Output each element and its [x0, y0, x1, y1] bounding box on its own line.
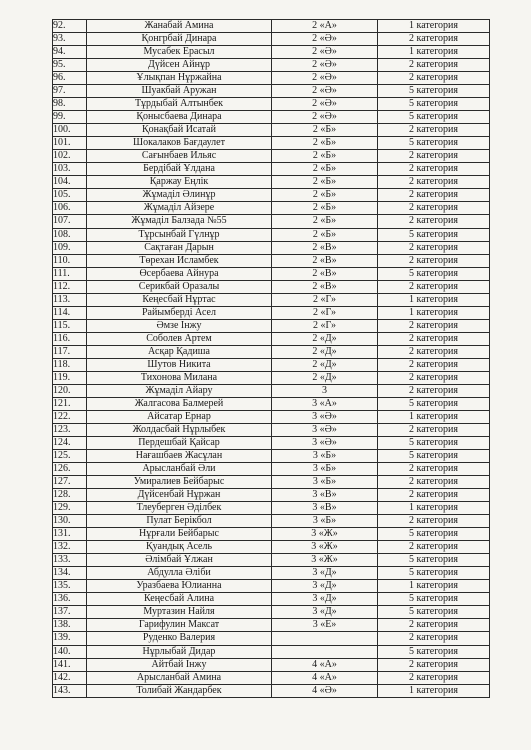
category-cell: 2 категория [378, 476, 490, 489]
row-number-cell: 119. [53, 371, 87, 384]
table-body [53, 20, 490, 698]
table-row [53, 397, 490, 410]
category-cell: 2 категория [378, 215, 490, 228]
category-cell: 2 категория [378, 332, 490, 345]
row-number-cell: 131. [53, 528, 87, 541]
category-cell: 1 категория [378, 46, 490, 59]
student-name-cell: Арысланбай Әли [87, 463, 272, 476]
category-cell: 2 категория [378, 319, 490, 332]
row-number-cell: 121. [53, 397, 87, 410]
row-number-cell: 106. [53, 202, 87, 215]
table-row [53, 254, 490, 267]
row-number-cell: 116. [53, 332, 87, 345]
row-number-cell: 109. [53, 241, 87, 254]
student-name-cell: Гарифулин Максат [87, 619, 272, 632]
table-row [53, 684, 490, 697]
student-name-cell: Нағашбаев Жасұлан [87, 450, 272, 463]
table-row [53, 228, 490, 241]
table-row [53, 111, 490, 124]
student-name-cell: Бердібай Ұлдана [87, 163, 272, 176]
row-number-cell: 129. [53, 502, 87, 515]
student-category-table [52, 19, 490, 698]
row-number-cell: 120. [53, 384, 87, 397]
class-cell: 3 «В» [272, 502, 378, 515]
table-row [53, 319, 490, 332]
row-number-cell: 101. [53, 137, 87, 150]
category-cell: 2 категория [378, 189, 490, 202]
table-row [53, 59, 490, 72]
row-number-cell: 95. [53, 59, 87, 72]
student-name-cell: Тлеуберген Әділбек [87, 502, 272, 515]
class-cell: 3 «А» [272, 397, 378, 410]
class-cell: 2 «Д» [272, 345, 378, 358]
row-number-cell: 115. [53, 319, 87, 332]
class-cell: 2 «Б» [272, 124, 378, 137]
table-row [53, 645, 490, 658]
student-name-cell: Райымберді Асел [87, 306, 272, 319]
table-row [53, 306, 490, 319]
table-row [53, 124, 490, 137]
student-name-cell: Шокалаков Бағдаулет [87, 137, 272, 150]
student-name-cell: Кеңесбай Алина [87, 593, 272, 606]
row-number-cell: 123. [53, 423, 87, 436]
table-row [53, 580, 490, 593]
student-name-cell: Қонгрбай Динара [87, 33, 272, 46]
category-cell: 5 категория [378, 137, 490, 150]
category-cell: 5 категория [378, 606, 490, 619]
category-cell: 5 категория [378, 437, 490, 450]
class-cell: 3 «Ә» [272, 410, 378, 423]
category-cell: 2 категория [378, 423, 490, 436]
student-name-cell: Абдулла Әліби [87, 567, 272, 580]
table-row [53, 463, 490, 476]
category-cell: 2 категория [378, 358, 490, 371]
row-number-cell: 99. [53, 111, 87, 124]
row-number-cell: 133. [53, 554, 87, 567]
category-cell: 2 категория [378, 280, 490, 293]
class-cell: 2 «Б» [272, 202, 378, 215]
class-cell: 2 «Б» [272, 189, 378, 202]
row-number-cell: 136. [53, 593, 87, 606]
class-cell: 2 «Ә» [272, 59, 378, 72]
table-row [53, 20, 490, 33]
student-name-cell: Серикбай Оразалы [87, 280, 272, 293]
table-row [53, 593, 490, 606]
student-name-cell: Тұрсынбай Гүлнұр [87, 228, 272, 241]
row-number-cell: 137. [53, 606, 87, 619]
category-cell: 1 категория [378, 580, 490, 593]
table-row [53, 437, 490, 450]
table-row [53, 176, 490, 189]
row-number-cell: 105. [53, 189, 87, 202]
category-cell: 2 категория [378, 163, 490, 176]
row-number-cell: 114. [53, 306, 87, 319]
class-cell: 2 «Д» [272, 371, 378, 384]
table-row [53, 163, 490, 176]
class-cell: 3 «Б» [272, 450, 378, 463]
category-cell: 2 категория [378, 176, 490, 189]
row-number-cell: 93. [53, 33, 87, 46]
category-cell: 2 категория [378, 202, 490, 215]
student-name-cell: Ұлықпан Нұржайна [87, 72, 272, 85]
table-row [53, 33, 490, 46]
class-cell [272, 645, 378, 658]
category-cell: 2 категория [378, 632, 490, 645]
student-name-cell: Нұрғали Бейбарыс [87, 528, 272, 541]
class-cell: 2 «Ә» [272, 98, 378, 111]
student-name-cell: Соболев Артем [87, 332, 272, 345]
row-number-cell: 138. [53, 619, 87, 632]
class-cell: 3 [272, 384, 378, 397]
row-number-cell: 108. [53, 228, 87, 241]
category-cell: 5 категория [378, 645, 490, 658]
student-name-cell: Қонақбай Исатай [87, 124, 272, 137]
row-number-cell: 97. [53, 85, 87, 98]
category-cell: 5 категория [378, 228, 490, 241]
table-row [53, 619, 490, 632]
student-name-cell: Шутов Никита [87, 358, 272, 371]
row-number-cell: 118. [53, 358, 87, 371]
class-cell: 2 «Б» [272, 176, 378, 189]
class-cell: 2 «В» [272, 267, 378, 280]
student-name-cell: Сақтаған Дарын [87, 241, 272, 254]
class-cell: 2 «Г» [272, 293, 378, 306]
student-name-cell: Пулат Берікбол [87, 515, 272, 528]
class-cell: 4 «А» [272, 671, 378, 684]
category-cell: 5 категория [378, 554, 490, 567]
student-name-cell: Әмзе Інжу [87, 319, 272, 332]
class-cell: 4 «Ә» [272, 684, 378, 697]
row-number-cell: 107. [53, 215, 87, 228]
class-cell: 3 «Б» [272, 515, 378, 528]
student-name-cell: Қаржау Еңлік [87, 176, 272, 189]
row-number-cell: 92. [53, 20, 87, 33]
table-row [53, 671, 490, 684]
class-cell: 2 «В» [272, 241, 378, 254]
class-cell: 3 «Д» [272, 567, 378, 580]
student-name-cell: Руденко Валерия [87, 632, 272, 645]
row-number-cell: 128. [53, 489, 87, 502]
class-cell: 2 «А» [272, 20, 378, 33]
category-cell: 1 категория [378, 306, 490, 319]
class-cell: 3 «Б» [272, 463, 378, 476]
row-number-cell: 94. [53, 46, 87, 59]
student-name-cell: Сағынбаев Ильяс [87, 150, 272, 163]
class-cell: 2 «Б» [272, 163, 378, 176]
class-cell: 3 «Д» [272, 580, 378, 593]
table-row [53, 150, 490, 163]
class-cell: 3 «Д» [272, 606, 378, 619]
table-row [53, 658, 490, 671]
student-name-cell: Пердешбай Қайсар [87, 437, 272, 450]
table-row [53, 137, 490, 150]
table-row [53, 423, 490, 436]
class-cell: 4 «А» [272, 658, 378, 671]
table-row [53, 476, 490, 489]
student-name-cell: Әлімбай Ұлжан [87, 554, 272, 567]
student-name-cell: Айсатар Ернар [87, 410, 272, 423]
row-number-cell: 110. [53, 254, 87, 267]
table-row [53, 358, 490, 371]
class-cell: 2 «Г» [272, 306, 378, 319]
student-name-cell: Асқар Қадиша [87, 345, 272, 358]
student-name-cell: Мусабек Ерасыл [87, 46, 272, 59]
student-name-cell: Айтбай Інжу [87, 658, 272, 671]
student-name-cell: Төрехан Исламбек [87, 254, 272, 267]
class-cell: 3 «Б» [272, 476, 378, 489]
student-name-cell: Нұрлыбай Дидар [87, 645, 272, 658]
table-row [53, 267, 490, 280]
category-cell: 5 категория [378, 397, 490, 410]
student-name-cell: Шуакбай Аружан [87, 85, 272, 98]
table-row [53, 528, 490, 541]
class-cell: 2 «Г» [272, 319, 378, 332]
row-number-cell: 96. [53, 72, 87, 85]
category-cell: 2 категория [378, 72, 490, 85]
category-cell: 1 категория [378, 684, 490, 697]
row-number-cell: 112. [53, 280, 87, 293]
table-row [53, 72, 490, 85]
class-cell: 3 «Ә» [272, 423, 378, 436]
class-cell: 2 «Б» [272, 150, 378, 163]
row-number-cell: 143. [53, 684, 87, 697]
table-row [53, 98, 490, 111]
class-cell: 2 «Д» [272, 332, 378, 345]
category-cell: 2 категория [378, 371, 490, 384]
student-name-cell: Қонысбаева Динара [87, 111, 272, 124]
category-cell: 5 категория [378, 111, 490, 124]
table-row [53, 345, 490, 358]
row-number-cell: 104. [53, 176, 87, 189]
table-row [53, 202, 490, 215]
row-number-cell: 140. [53, 645, 87, 658]
table-row [53, 293, 490, 306]
row-number-cell: 142. [53, 671, 87, 684]
category-cell: 2 категория [378, 345, 490, 358]
category-cell: 1 категория [378, 502, 490, 515]
category-cell: 1 категория [378, 410, 490, 423]
category-cell: 2 категория [378, 124, 490, 137]
class-cell: 3 «Д» [272, 593, 378, 606]
row-number-cell: 102. [53, 150, 87, 163]
class-cell [272, 632, 378, 645]
student-name-cell: Толибай Жандарбек [87, 684, 272, 697]
student-name-cell: Кеңесбай Нұртас [87, 293, 272, 306]
student-name-cell: Өсербаева Айнура [87, 267, 272, 280]
row-number-cell: 124. [53, 437, 87, 450]
row-number-cell: 130. [53, 515, 87, 528]
table-row [53, 46, 490, 59]
student-name-cell: Умиралиев Бейбарыс [87, 476, 272, 489]
student-name-cell: Жұмаділ Айару [87, 384, 272, 397]
category-cell: 5 категория [378, 450, 490, 463]
class-cell: 2 «Ә» [272, 33, 378, 46]
table-row [53, 280, 490, 293]
table-row [53, 332, 490, 345]
student-name-cell: Қуандық Асель [87, 541, 272, 554]
row-number-cell: 132. [53, 541, 87, 554]
category-cell: 1 категория [378, 293, 490, 306]
student-name-cell: Жолдасбай Нұрлыбек [87, 423, 272, 436]
student-name-cell: Жалгасова Балмерей [87, 397, 272, 410]
row-number-cell: 113. [53, 293, 87, 306]
category-cell: 5 категория [378, 267, 490, 280]
table-row [53, 606, 490, 619]
row-number-cell: 139. [53, 632, 87, 645]
category-cell: 2 категория [378, 489, 490, 502]
row-number-cell: 141. [53, 658, 87, 671]
row-number-cell: 100. [53, 124, 87, 137]
student-name-cell: Муртазин Найля [87, 606, 272, 619]
class-cell: 3 «Ж» [272, 554, 378, 567]
category-cell: 5 категория [378, 85, 490, 98]
row-number-cell: 127. [53, 476, 87, 489]
category-cell: 2 категория [378, 384, 490, 397]
class-cell: 2 «Ә» [272, 111, 378, 124]
class-cell: 3 «Е» [272, 619, 378, 632]
student-name-cell: Жанабай Амина [87, 20, 272, 33]
table-row [53, 450, 490, 463]
class-cell: 3 «В» [272, 489, 378, 502]
category-cell: 2 категория [378, 658, 490, 671]
class-cell: 2 «Б» [272, 137, 378, 150]
row-number-cell: 111. [53, 267, 87, 280]
category-cell: 2 категория [378, 59, 490, 72]
category-cell: 2 категория [378, 463, 490, 476]
table-row [53, 489, 490, 502]
class-cell: 2 «Б» [272, 215, 378, 228]
table-row [53, 215, 490, 228]
table-row [53, 515, 490, 528]
class-cell: 2 «В» [272, 280, 378, 293]
class-cell: 2 «Ә» [272, 85, 378, 98]
table-row [53, 541, 490, 554]
category-cell: 2 категория [378, 515, 490, 528]
table-row [53, 554, 490, 567]
class-cell: 2 «Ә» [272, 72, 378, 85]
student-name-cell: Тихонова Милана [87, 371, 272, 384]
table-row [53, 632, 490, 645]
table-row [53, 85, 490, 98]
class-cell: 2 «В» [272, 254, 378, 267]
category-cell: 2 категория [378, 254, 490, 267]
table-row [53, 410, 490, 423]
row-number-cell: 125. [53, 450, 87, 463]
student-name-cell: Дүйсен Айнұр [87, 59, 272, 72]
student-name-cell: Уразбаева Юлианна [87, 580, 272, 593]
category-cell: 2 категория [378, 619, 490, 632]
category-cell: 2 категория [378, 150, 490, 163]
row-number-cell: 135. [53, 580, 87, 593]
category-cell: 2 категория [378, 541, 490, 554]
category-cell: 2 категория [378, 33, 490, 46]
row-number-cell: 122. [53, 410, 87, 423]
category-cell: 5 категория [378, 98, 490, 111]
row-number-cell: 126. [53, 463, 87, 476]
table-row [53, 384, 490, 397]
class-cell: 2 «Б» [272, 228, 378, 241]
category-cell: 5 категория [378, 528, 490, 541]
table-row [53, 502, 490, 515]
student-name-cell: Арысланбай Амина [87, 671, 272, 684]
class-cell: 2 «Д» [272, 358, 378, 371]
class-cell: 3 «Ж» [272, 528, 378, 541]
table-row [53, 567, 490, 580]
row-number-cell: 98. [53, 98, 87, 111]
row-number-cell: 103. [53, 163, 87, 176]
category-cell: 1 категория [378, 20, 490, 33]
row-number-cell: 117. [53, 345, 87, 358]
category-cell: 5 категория [378, 593, 490, 606]
category-cell: 2 категория [378, 241, 490, 254]
student-name-cell: Тұрдыбай Алтынбек [87, 98, 272, 111]
row-number-cell: 134. [53, 567, 87, 580]
table-row [53, 371, 490, 384]
student-name-cell: Жұмаділ Айзере [87, 202, 272, 215]
table-row [53, 189, 490, 202]
class-cell: 2 «Ә» [272, 46, 378, 59]
category-cell: 2 категория [378, 671, 490, 684]
class-cell: 3 «Ж» [272, 541, 378, 554]
student-name-cell: Жұмаділ Әлинұр [87, 189, 272, 202]
table-row [53, 241, 490, 254]
student-name-cell: Дүйсенбай Нұржан [87, 489, 272, 502]
student-name-cell: Жұмаділ Балзада №55 [87, 215, 272, 228]
class-cell: 3 «Ә» [272, 437, 378, 450]
category-cell: 5 категория [378, 567, 490, 580]
